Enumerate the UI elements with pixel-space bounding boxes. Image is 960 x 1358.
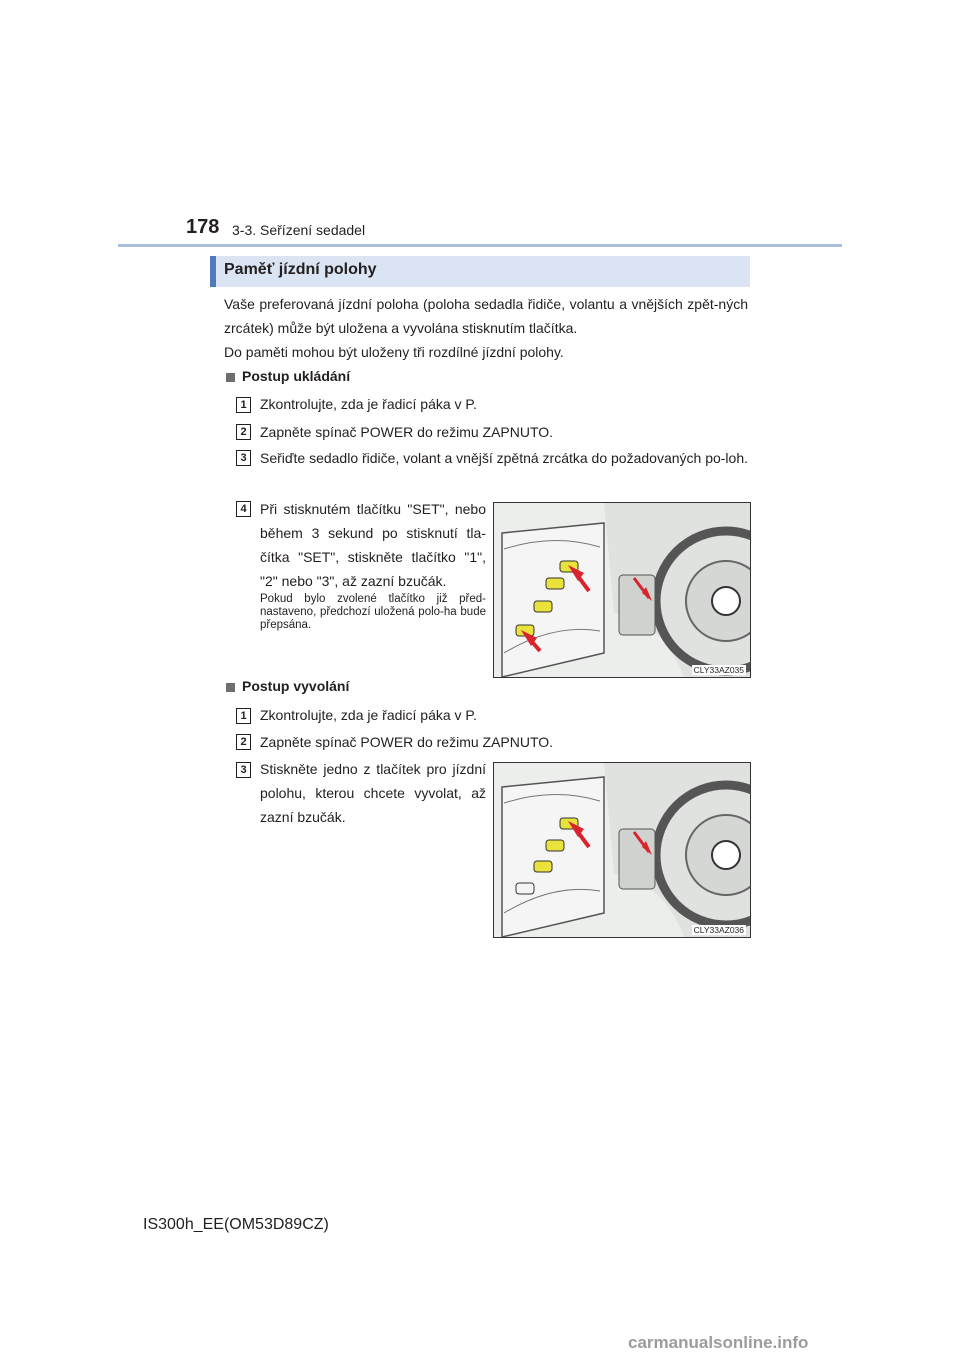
page-number: 178 xyxy=(186,216,220,238)
manual-code-footer: IS300h_EE(OM53D89CZ) xyxy=(143,1216,329,1233)
watermark: carmanualsonline.info xyxy=(628,1333,809,1352)
step-number-badge: 2 xyxy=(236,424,251,440)
figure-code: CLY33AZ035 xyxy=(693,665,744,675)
recall-step-2: Zapněte spínač POWER do režimu ZAPNUTO. xyxy=(260,734,554,750)
step-number-badge: 1 xyxy=(236,397,251,413)
section-heading: Paměť jízdní polohy xyxy=(224,261,377,278)
memory-buttons-figure-recall xyxy=(493,762,751,938)
step-number-badge: 1 xyxy=(236,708,251,724)
overwrite-note: Pokud bylo zvolené tlačítko již před-nastaveno, předchozí uložená polo-ha bude přepsána. xyxy=(260,593,486,631)
bullet-square xyxy=(226,373,235,382)
illustration-door-panel xyxy=(494,763,750,937)
store-step-3: Seřiďte sedadlo řidiče, volant a vnější zpětná zrcátka do požadovaných po-loh. xyxy=(260,450,749,466)
store-step-4: Při stisknutém tlačítku "SET", nebo během 3 sekund po stisknutí tla-čítka "SET", stiskněte tlačítko "1", "2" nebo "3", až zazní bzučák. xyxy=(260,501,486,589)
section-title: 3-3. Seřízení sedadel xyxy=(232,222,366,238)
header-rule xyxy=(118,244,842,247)
heading-accent-bar xyxy=(210,256,216,287)
store-step-2: Zapněte spínač POWER do režimu ZAPNUTO. xyxy=(260,424,554,440)
recall-procedure-title: Postup vyvolání xyxy=(242,678,350,694)
step-number-badge: 4 xyxy=(236,501,251,517)
intro-paragraph: Vaše preferovaná jízdní poloha (poloha sedadla řidiče, volantu a vnějších zpět-ných zrcátek) může být uložena a vyvolána stisknutím tlačítka. xyxy=(224,296,748,336)
memory-buttons-figure-set xyxy=(493,502,751,678)
intro-paragraph-2: Do paměti mohou být uloženy tři rozdílné jízdní polohy. xyxy=(224,344,564,360)
step-number-badge: 3 xyxy=(236,762,251,778)
store-step-1: Zkontrolujte, zda je řadicí páka v P. xyxy=(260,396,477,412)
bullet-square xyxy=(226,683,235,692)
step-number-badge: 3 xyxy=(236,450,251,466)
recall-step-1: Zkontrolujte, zda je řadicí páka v P. xyxy=(260,707,477,723)
illustration-door-panel xyxy=(494,503,750,677)
step-number-badge: 2 xyxy=(236,734,251,750)
store-procedure-title: Postup ukládání xyxy=(242,368,351,384)
recall-step-3: Stiskněte jedno z tlačítek pro jízdní polohu, kterou chcete vyvolat, až zazní bzučák. xyxy=(260,761,486,825)
figure-code: CLY33AZ036 xyxy=(693,925,744,935)
